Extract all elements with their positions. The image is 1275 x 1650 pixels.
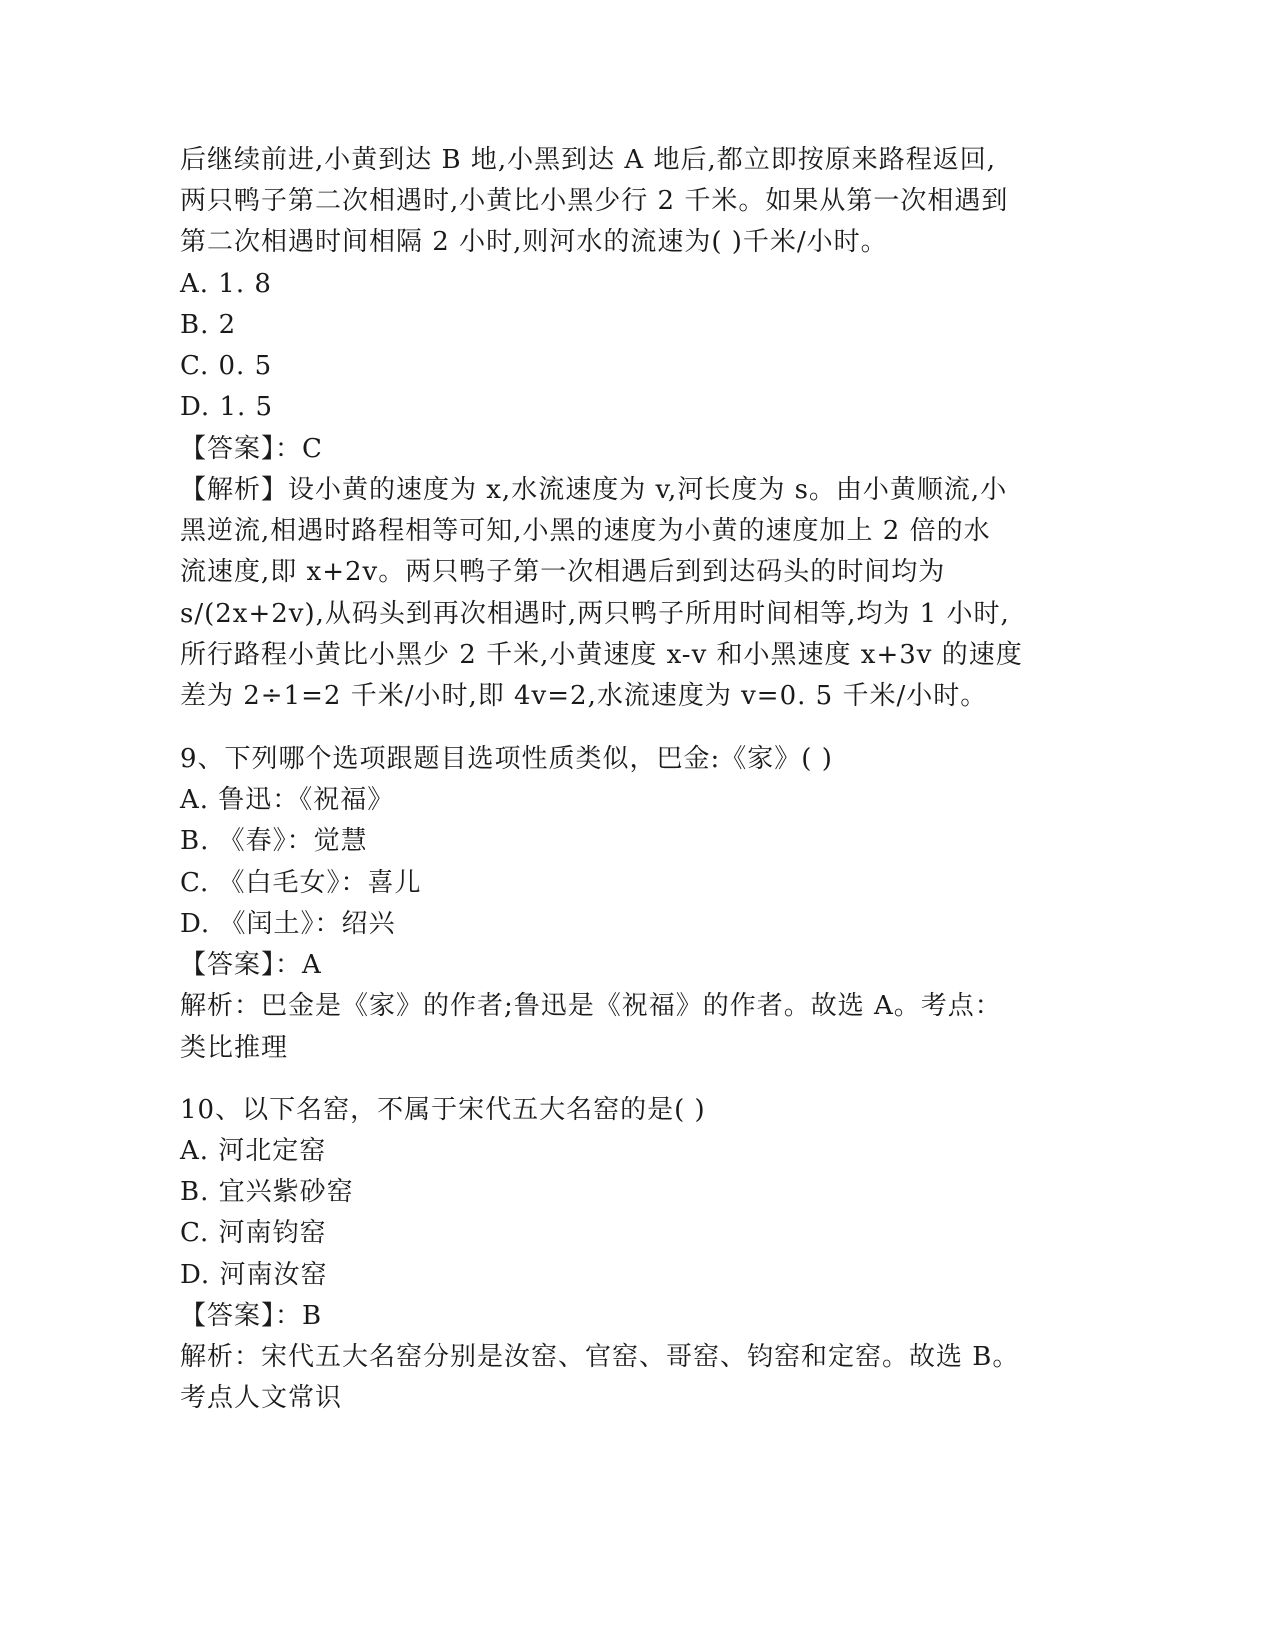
option-a: A. 河北定窑	[180, 1136, 327, 1166]
answer-line: 【答案】：B	[180, 1301, 323, 1331]
analysis-line: 解析：宋代五大名窑分别是汝窑、官窑、哥窑、钧窑和定窑。故选 B。	[180, 1342, 1020, 1372]
option-b: B. 宜兴紫砂窑	[180, 1177, 354, 1207]
analysis-line: 流速度,即 x+2v。两只鸭子第一次相遇后到到达码头的时间均为	[180, 557, 946, 587]
option-a: A. 鲁迅：《祝福》	[180, 785, 395, 815]
analysis-line: 所行路程小黄比小黑少 2 千米,小黄速度 x-v 和小黑速度 x+3v 的速度	[180, 640, 1023, 670]
analysis-line: 【解析】设小黄的速度为 x,水流速度为 v,河长度为 s。由小黄顺流,小	[180, 475, 1008, 505]
question-stem-line: 后继续前进,小黄到达 B 地,小黑到达 A 地后,都立即按原来路程返回,	[180, 145, 997, 175]
answer-line: 【答案】：A	[180, 950, 322, 980]
analysis-line: 类比推理	[180, 1033, 289, 1063]
question-stem-line: 第二次相遇时间相隔 2 小时,则河水的流速为( )千米/小时。	[180, 227, 888, 257]
option-d: D. 《闰土》：绍兴	[180, 909, 396, 939]
answer-line: 【答案】：C	[180, 434, 323, 464]
analysis-line: 解析：巴金是《家》的作者;鲁迅是《祝福》的作者。故选 A。考点：	[180, 991, 1002, 1021]
analysis-line: 差为 2÷1=2 千米/小时,即 4v=2,水流速度为 v=0. 5 千米/小时。	[180, 681, 988, 711]
option-b: B. 《春》：觉慧	[180, 826, 368, 856]
option-c: C. 《白毛女》：喜儿	[180, 868, 422, 898]
analysis-line: 考点人文常识	[180, 1383, 343, 1413]
option-c: C. 河南钧窑	[180, 1218, 327, 1248]
question-stem: 9、下列哪个选项跟题目选项性质类似，巴金:《家》( )	[180, 744, 833, 774]
question-stem: 10、以下名窑，不属于宋代五大名窑的是( )	[180, 1095, 706, 1125]
analysis-line: s/(2x+2v),从码头到再次相遇时,两只鸭子所用时间相等,均为 1 小时,	[180, 599, 1010, 629]
option-d: D. 1. 5	[180, 392, 274, 422]
option-a: A. 1. 8	[180, 269, 272, 299]
analysis-line: 黑逆流,相遇时路程相等可知,小黑的速度为小黄的速度加上 2 倍的水	[180, 516, 991, 546]
option-d: D. 河南汝窑	[180, 1260, 328, 1290]
option-c: C. 0. 5	[180, 351, 273, 381]
option-b: B. 2	[180, 310, 237, 340]
question-stem-line: 两只鸭子第二次相遇时,小黄比小黑少行 2 千米。如果从第一次相遇到	[180, 186, 1009, 216]
